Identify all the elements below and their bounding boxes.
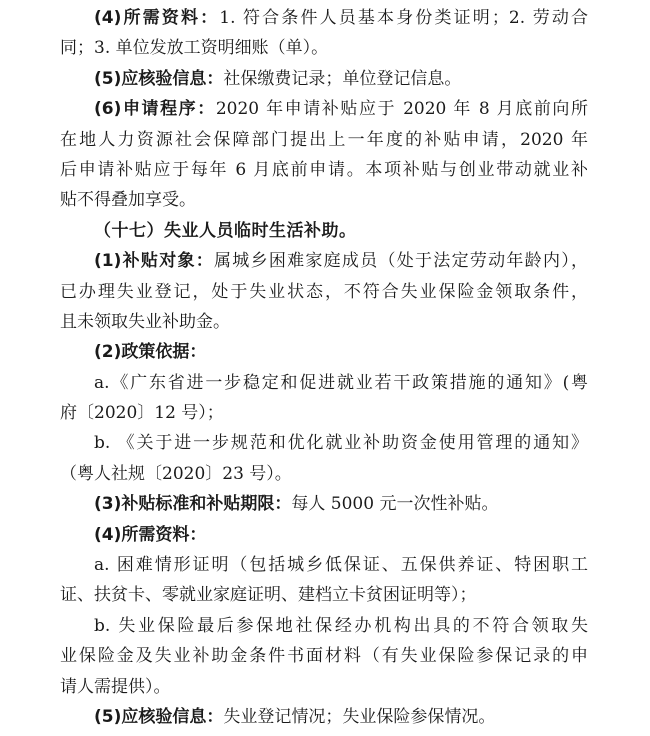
policy-basis-a-line-1 <box>60 368 588 398</box>
item-text: 2020 年申请补贴应于 2020 年 8 月底前向所 <box>215 99 588 119</box>
item-text: a.《广东省进一步稳定和促进就业若干政策措施的通知》(粤 <box>94 373 588 393</box>
materials-b-line-3 <box>60 672 588 702</box>
item-label: (3)补贴标准和补贴期限： <box>94 494 292 514</box>
section-17-heading <box>60 216 588 246</box>
item-text: 请人需提供）。 <box>60 677 171 697</box>
item-6-procedure-line-3 <box>60 155 588 185</box>
item-text: 同；3. 单位发放工资明细账（单）。 <box>60 38 329 58</box>
item-text: （粤人社规〔2020〕23 号）。 <box>60 464 292 484</box>
item-text: 已办理失业登记，处于失业状态，不符合失业保险金领取条件， <box>60 282 588 302</box>
item-5-verification-line <box>60 64 588 94</box>
materials-a-line-1 <box>60 550 588 580</box>
item-text: 在地人力资源社会保障部门提出上一年度的补贴申请，2020 年 <box>60 130 588 150</box>
item-label: (2)政策依据： <box>94 342 207 362</box>
item-6-procedure-line-2 <box>60 125 588 155</box>
materials-a-line-2 <box>60 580 588 610</box>
item-text: b. 失业保险最后参保地社保经办机构出具的不符合领取失 <box>94 616 588 636</box>
item-text: 社保缴费记录；单位登记信息。 <box>223 69 462 89</box>
item-text: 且未领取失业补助金。 <box>60 312 230 332</box>
item-6-procedure-line-4 <box>60 185 588 215</box>
subsidy-target-line-3 <box>60 307 588 337</box>
item-text: 属城乡困难家庭成员（处于法定劳动年龄内）， <box>214 251 588 271</box>
item-4-materials-line-2 <box>60 33 588 63</box>
item-text: 证、扶贫卡、零就业家庭证明、建档立卡贫困证明等）； <box>60 585 477 605</box>
item-text: 业保险金及失业补助金条件书面材料（有失业保险参保记录的申 <box>60 646 588 666</box>
policy-basis-a-line-2 <box>60 398 588 428</box>
item-label: (5)应核验信息： <box>94 707 224 727</box>
subsidy-standard-line <box>60 489 588 519</box>
item-text: a. 困难情形证明（包括城乡低保证、五保供养证、特困职工 <box>94 555 588 575</box>
subsidy-target-line-2 <box>60 277 588 307</box>
policy-basis-b-line-1 <box>60 428 588 458</box>
item-text: 后申请补贴应于每年 6 月底前申请。本项补贴与创业带动就业补 <box>60 160 588 180</box>
item-label: (5)应核验信息： <box>94 69 224 89</box>
item-text: b. 《关于进一步规范和优化就业补助资金使用管理的通知》 <box>94 433 588 453</box>
policy-basis-b-line-2 <box>60 459 588 489</box>
item-text: 每人 5000 元一次性补贴。 <box>291 494 499 514</box>
section-heading: （十七）失业人员临时生活补助。 <box>94 221 357 241</box>
materials-b-line-1 <box>60 611 588 641</box>
item-label: (6)申请程序： <box>94 99 216 119</box>
item-label: (4)所需资料： <box>94 8 220 28</box>
item-4-materials-line-1 <box>60 3 588 33</box>
item-6-procedure-line-1 <box>60 94 588 124</box>
policy-basis-heading <box>60 337 588 367</box>
subsidy-target-line-1 <box>60 246 588 276</box>
verification-info-line <box>60 702 588 732</box>
item-text: 府〔2020〕12 号）； <box>60 403 224 423</box>
materials-b-line-2 <box>60 641 588 671</box>
item-text: 贴不得叠加享受。 <box>60 190 196 210</box>
item-label: (1)补贴对象： <box>94 251 215 271</box>
item-label: (4)所需资料： <box>94 525 207 545</box>
item-text: 失业登记情况；失业保险参保情况。 <box>223 707 496 727</box>
item-text: 1. 符合条件人员基本身份类证明；2. 劳动合 <box>219 8 588 28</box>
required-materials-heading <box>60 520 588 550</box>
